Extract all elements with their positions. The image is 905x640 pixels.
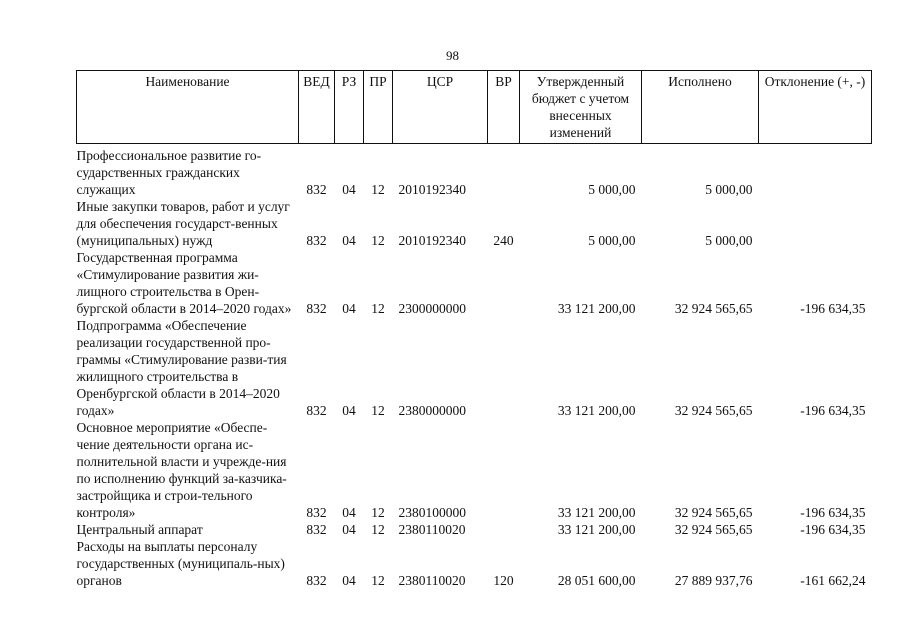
row-vr bbox=[488, 144, 520, 199]
table-row bbox=[77, 317, 872, 419]
header-pr: ПР bbox=[364, 71, 393, 144]
row-ved: 832 bbox=[306, 233, 327, 248]
row-vr: 240 bbox=[493, 233, 514, 248]
row-executed: 32 924 565,65 bbox=[674, 403, 753, 418]
row-csr: 2380100000 bbox=[398, 505, 466, 520]
row-rz: 04 bbox=[342, 573, 356, 588]
row-budget: 33 121 200,00 bbox=[557, 505, 636, 520]
row-budget: 33 121 200,00 bbox=[557, 301, 636, 316]
header-name: Наименование bbox=[77, 71, 299, 144]
row-deviation: -196 634,35 bbox=[800, 403, 866, 418]
table-header bbox=[77, 71, 872, 144]
table-row bbox=[77, 538, 872, 589]
row-csr: 2380110020 bbox=[398, 573, 466, 588]
row-deviation: -196 634,35 bbox=[800, 522, 866, 537]
row-name: Государственная программа «Стимулирование развития жи-лищного строительства в Орен-бургской области в 2014–2020 годах» bbox=[76, 250, 292, 316]
row-budget: 33 121 200,00 bbox=[557, 522, 636, 537]
row-name: Центральный аппарат bbox=[76, 522, 203, 537]
header-ved: ВЕД bbox=[299, 71, 335, 144]
row-rz: 04 bbox=[342, 403, 356, 418]
row-pr: 12 bbox=[371, 573, 385, 588]
row-vr: 120 bbox=[493, 573, 514, 588]
row-name: Иные закупки товаров, работ и услуг для обеспечения государст-венных (муниципальных) нужд bbox=[76, 199, 290, 248]
header-budget: Утвержденный бюджет с учетом внесенных изменений bbox=[520, 71, 642, 144]
row-vr bbox=[488, 419, 520, 521]
table-row bbox=[77, 144, 872, 199]
budget-table bbox=[76, 70, 872, 589]
row-budget: 33 121 200,00 bbox=[557, 403, 636, 418]
row-csr: 2010192340 bbox=[398, 233, 466, 248]
row-pr: 12 bbox=[371, 182, 385, 197]
row-executed: 32 924 565,65 bbox=[674, 505, 753, 520]
row-csr: 2380000000 bbox=[398, 403, 466, 418]
row-pr: 12 bbox=[371, 403, 385, 418]
header-rz: РЗ bbox=[335, 71, 364, 144]
row-deviation bbox=[759, 144, 872, 199]
row-executed: 27 889 937,76 bbox=[674, 573, 753, 588]
row-ved: 832 bbox=[306, 522, 327, 537]
row-ved: 832 bbox=[306, 573, 327, 588]
row-vr bbox=[488, 249, 520, 317]
row-executed: 5 000,00 bbox=[705, 182, 753, 197]
table-row bbox=[77, 521, 872, 538]
row-budget: 5 000,00 bbox=[588, 182, 636, 197]
row-vr bbox=[488, 521, 520, 538]
header-executed: Исполнено bbox=[642, 71, 759, 144]
row-rz: 04 bbox=[342, 522, 356, 537]
header-deviation: Отклонение (+, -) bbox=[759, 71, 872, 144]
table-row bbox=[77, 249, 872, 317]
row-rz: 04 bbox=[342, 182, 356, 197]
row-pr: 12 bbox=[371, 233, 385, 248]
row-deviation: -196 634,35 bbox=[800, 301, 866, 316]
row-ved: 832 bbox=[306, 505, 327, 520]
row-rz: 04 bbox=[342, 505, 356, 520]
row-csr: 2300000000 bbox=[398, 301, 466, 316]
row-ved: 832 bbox=[306, 301, 327, 316]
row-name: Расходы на выплаты персоналу государственных (муниципаль-ных) органов bbox=[76, 539, 285, 588]
table-row bbox=[77, 198, 872, 249]
row-rz: 04 bbox=[342, 233, 356, 248]
row-name: Основное мероприятие «Обеспе-чение деятельности органа ис-полнительной власти и учрежде-ния по исполнению функций за-казчика-застройщика и строи-тельного контроля» bbox=[76, 420, 287, 520]
table-row bbox=[77, 419, 872, 521]
row-rz: 04 bbox=[342, 301, 356, 316]
row-ved: 832 bbox=[306, 182, 327, 197]
row-pr: 12 bbox=[371, 522, 385, 537]
row-budget: 5 000,00 bbox=[588, 233, 636, 248]
row-vr bbox=[488, 317, 520, 419]
row-pr: 12 bbox=[371, 505, 385, 520]
row-executed: 5 000,00 bbox=[705, 233, 753, 248]
row-deviation: -196 634,35 bbox=[800, 505, 866, 520]
page-number: 98 bbox=[446, 48, 459, 63]
row-name: Подпрограмма «Обеспечение реализации государственной про-граммы «Стимулирование разви-тия жилищного строительства в Оренбургской области в 2014–2020 годах» bbox=[76, 318, 287, 418]
header-csr: ЦСР bbox=[393, 71, 488, 144]
header-vr: ВР bbox=[488, 71, 520, 144]
row-executed: 32 924 565,65 bbox=[674, 522, 753, 537]
row-csr: 2010192340 bbox=[398, 182, 466, 197]
row-name: Профессиональное развитие го-сударственных гражданских служащих bbox=[76, 148, 262, 197]
row-budget: 28 051 600,00 bbox=[557, 573, 636, 588]
row-deviation: -161 662,24 bbox=[800, 573, 866, 588]
row-ved: 832 bbox=[306, 403, 327, 418]
row-csr: 2380110020 bbox=[398, 522, 466, 537]
row-executed: 32 924 565,65 bbox=[674, 301, 753, 316]
row-deviation bbox=[759, 198, 872, 249]
row-pr: 12 bbox=[371, 301, 385, 316]
